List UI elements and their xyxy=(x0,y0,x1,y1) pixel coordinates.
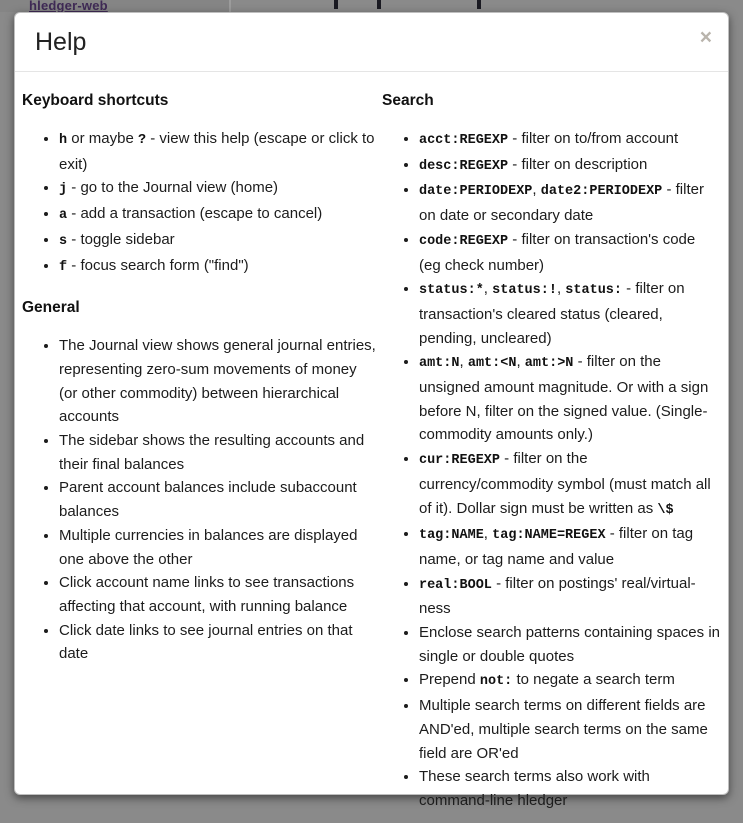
help-list-item: • Click date links to see journal entries on that date xyxy=(59,619,376,666)
help-list-item: • cur:REGEXP - filter on the currency/commodity symbol (must match all of it). Dollar sign must be written as \$ xyxy=(419,447,721,522)
background-heading-fragment xyxy=(334,0,338,9)
close-icon[interactable]: × xyxy=(699,26,712,49)
help-list-item: • acct:REGEXP - filter on to/from account xyxy=(419,127,721,153)
help-modal-header xyxy=(15,13,728,72)
section-heading-search: Search xyxy=(381,92,434,109)
general-section xyxy=(22,299,376,666)
help-list-item: • The Journal view shows general journal entries, representing zero-sum movements of money (or other commodity) between hierarchical accounts xyxy=(59,334,376,429)
help-modal-body xyxy=(15,72,728,823)
help-list-item: • Click account name links to see transactions affecting that account, with running balance xyxy=(59,571,376,618)
help-list-item: • These search terms also work with command-line hledger xyxy=(419,765,721,812)
help-list-item: • Enclose search patterns containing spaces in single or double quotes xyxy=(419,621,721,668)
search-list xyxy=(382,127,721,813)
help-list-item: • Parent account balances include subaccount balances xyxy=(59,476,376,523)
background-heading-fragment xyxy=(477,0,481,9)
help-list-item: • tag:NAME, tag:NAME=REGEX - filter on tag name, or tag name and value xyxy=(419,522,721,571)
help-right-column xyxy=(382,92,721,823)
search-section xyxy=(382,92,721,813)
help-list-item: • Prepend not: to negate a search term xyxy=(419,668,721,694)
help-list-item: • date:PERIODEXP, date2:PERIODEXP - filter on date or secondary date xyxy=(419,178,721,227)
help-list-item: • Multiple currencies in balances are displayed one above the other xyxy=(59,524,376,571)
general-list xyxy=(22,334,376,666)
help-list-item: • j - go to the Journal view (home) xyxy=(59,176,376,202)
help-list-item: • h or maybe ? - view this help (escape or click to exit) xyxy=(59,127,376,176)
help-list-item: • desc:REGEXP - filter on description xyxy=(419,153,721,179)
hledger-web-brand-link: hledger-web xyxy=(29,0,108,12)
help-list-item: • code:REGEXP - filter on transaction's code (eg check number) xyxy=(419,228,721,277)
help-list-item: • a - add a transaction (escape to cancel) xyxy=(59,202,376,228)
help-list-item: • amt:N, amt:<N, amt:>N - filter on the unsigned amount magnitude. Or with a sign before N, filter on the signed value. (Single-commodity amounts only.) xyxy=(419,350,721,447)
keyboard-shortcuts-section xyxy=(22,92,376,279)
help-left-column xyxy=(22,92,382,823)
help-modal xyxy=(14,12,729,809)
help-list-item: • The sidebar shows the resulting accounts and their final balances xyxy=(59,429,376,476)
background-sidebar-divider xyxy=(229,0,231,12)
modal-title: Help xyxy=(35,28,87,56)
section-heading-general: General xyxy=(22,299,80,317)
help-list-item: • status:*, status:!, status: - filter on transaction's cleared status (cleared, pending, uncleared) xyxy=(419,277,721,350)
background-page-strip xyxy=(0,0,743,12)
section-heading-keyboard-shortcuts: Keyboard shortcuts xyxy=(22,92,169,109)
help-list-item: • Multiple search terms on different fields are AND'ed, multiple search terms on the same field are OR'ed xyxy=(419,694,721,765)
help-list-item: • s - toggle sidebar xyxy=(59,228,376,254)
help-list-item: • f - focus search form ("find") xyxy=(59,254,376,280)
background-heading-fragment xyxy=(377,0,381,9)
help-list-item: • real:BOOL - filter on postings' real/virtual-ness xyxy=(419,572,721,621)
keyboard-shortcuts-list xyxy=(22,127,376,279)
